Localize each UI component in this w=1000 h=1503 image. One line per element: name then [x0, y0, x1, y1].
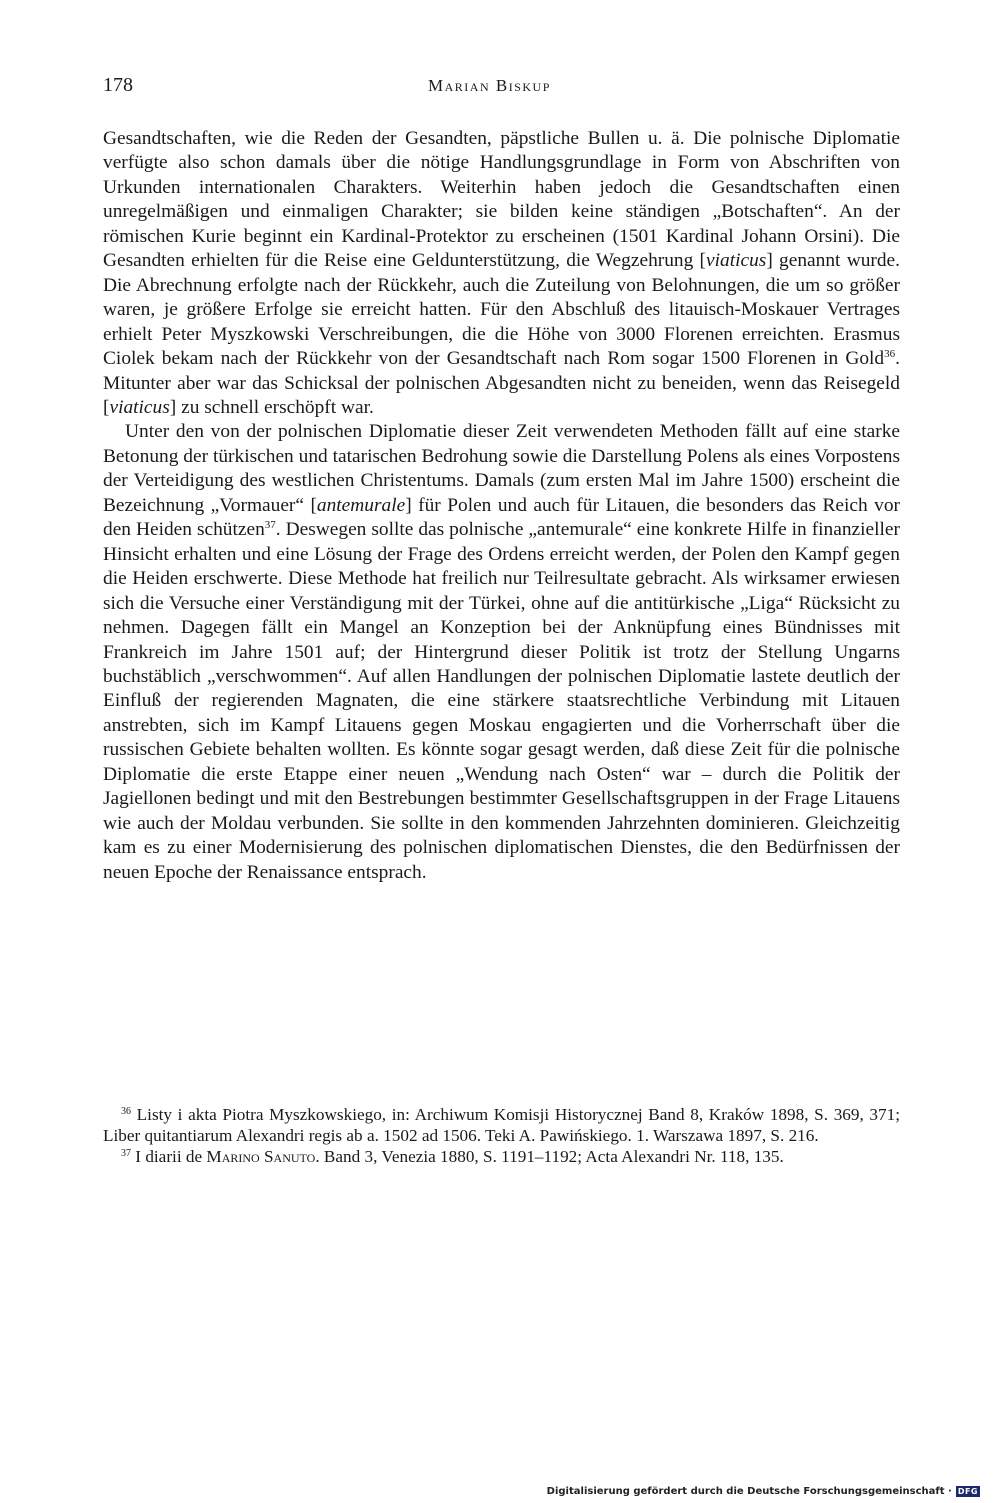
paragraph-2: Unter den von der polnischen Diplomatie dieser Zeit verwendeten Methoden fällt auf eine starke Betonung der türkischen und tatarischen Bedrohung sowie die Darstellung Polens als eines Vorpostens der Verteidigung des westlichen Christentums. Damals (zum ersten Mal im Jahre 1500) erscheint die Bezeichnung „Vormauer“ [antemurale] für Polen und auch für Litauen, die besonders das Reich vor den Heiden schützen$^{37}$. Deswegen sollte das polnische „antemurale“ eine konkrete Hilfe in finanzieller Hinsicht erhalten und eine Lösung der Frage des Ordens erreicht werden, der Polen den Kampf gegen die Heiden erschwerte. Diese Methode hat freilich nur Teilresultate gebracht. Als wirksamer erwiesen sich die Versuche einer Verständigung mit der Türkei, ohne auf die antitürkische „Liga“ Rücksicht zu nehmen. Dagegen fällt ein Mangel an Konzeption bei der Anknüpfung eines Bündnisses mit Frankreich im Jahre 1501 auf; der Hintergrund dieser Politik ist trotz der Stellung Ungarns buchstäblich „verschwommen“. Auf allen Handlungen der polnischen Diplomatie lastete deutlich der Einfluß der regierenden Magnaten, die eine stärkere staatsrechtliche Verbindung mit Litauen anstrebten, sich im Kampf Litauens gegen Moskau engagierten und die Vorherrschaft über die russischen Gebiete behalten wollten. Es könnte sogar gesagt werden, daß diese Zeit für die polnische Diplomatie die erste Etappe einer neuen „Wendung nach Osten“ war – durch die Politik der Jagiellonen bedingt und mit den Bestrebungen bestimmter Gesellschaftsgruppen in der Frage Litauens wie auch der Moldau verbunden. Sie sollte in den kommenden Jahrzehnten dominieren. Gleichzeitig kam es zu einer Modernisierung des polnischen diplomatischen Dienstes, die den Bedürfnissen der neuen Epoche der Renaissance entsprach. [103, 421, 900, 883]
footnote-37: $^{37}$ I diarii de Marino Sanuto. Band 3, Venezia 1880, S. 1191–1192; Acta Alexandri Nr. 118, 135. [121, 1147, 784, 1166]
footnote-ref-36[interactable]: 36 [884, 348, 896, 361]
page-header [103, 74, 900, 104]
footnote-ref-37[interactable]: 37 [264, 519, 276, 532]
running-head: Marian Biskup [428, 76, 551, 95]
footnotes [103, 1104, 900, 1167]
footnote-36: $^{36}$ Listy i akta Piotra Myszkowskiego, in: Archiwum Komisji Historycznej Band 8, Kraków 1898, S. 369, 371; Liber quitantiarum Alexandri regis ab a. 1502 ad 1506. Teki A. Pawińskiego. 1. Warszawa 1897, S. 216. [103, 1105, 900, 1145]
footnote-number: 36 [121, 1106, 131, 1117]
paragraph-1: Gesandtschaften, wie die Reden der Gesandten, päpstliche Bullen u. ä. Die polnische Diplomatie verfügte also schon damals über die nötige Handlungsgrundlage in Form von Abschriften von Urkunden internationalen Charakters. Weiterhin haben jedoch die Gesandtschaften einen unregelmäßigen und einmaligen Charakter; sie bilden keine ständigen „Botschaften“. An der römischen Kurie beginnt ein Kardinal-Protektor zu erscheinen (1501 Kardinal Johann Orsini). Die Gesandten erhielten für die Reise eine Geldunterstützung, die Wegzehrung [viaticus] genannt wurde. Die Abrechnung erfolgte nach der Rückkehr, auch die Zuteilung von Belohnungen, die um so größer waren, je größere Erfolge sie erreicht hatten. Für den Abschluß des litauisch-Moskauer Vertrages erhielt Peter Myszkowski Verschreibungen, die die Höhe von 3000 Florenen erreichten. Erasmus Ciolek bekam nach der Rückkehr von der Gesandtschaft nach Rom sogar 1500 Florenen in Gold$^{36}$. Mitunter aber war das Schicksal der polnischen Abgesandten nicht zu beneiden, wenn das Reisegeld [viaticus] zu schnell erschöpft war. [103, 128, 900, 418]
dfg-logo-icon: DFG [957, 1487, 978, 1496]
footnote-number: 37 [121, 1148, 131, 1159]
body-text [103, 127, 900, 885]
page-number: 178 [103, 74, 133, 96]
digitization-note [547, 1486, 980, 1497]
digitization-text: Digitalisierung gefördert durch die Deutsche Forschungsgemeinschaft · [546, 1486, 952, 1497]
